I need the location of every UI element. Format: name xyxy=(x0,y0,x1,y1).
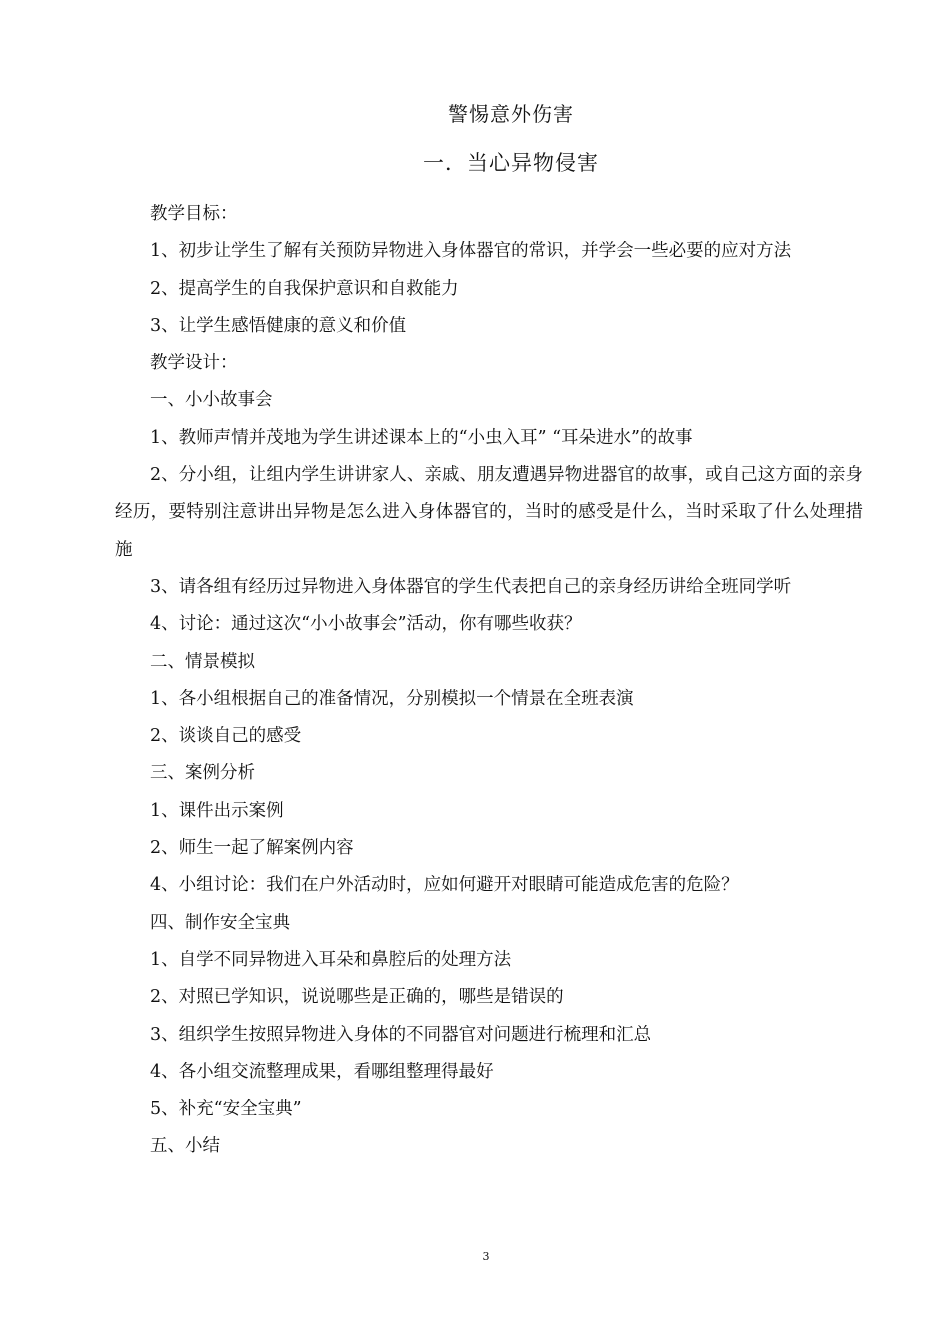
paragraph: 2、师生一起了解案例内容 xyxy=(150,838,354,859)
paragraph: 1、自学不同异物进入耳朵和鼻腔后的处理方法 xyxy=(150,949,512,970)
paragraph: 2、分小组，让组内学生讲讲家人、亲戚、朋友遭遇异物进器官的故事，或自己这方面的亲身经历，要特别注意讲出异物是怎么进入身体器官的，当时的感受是什么，当时采取了什么处理措施 xyxy=(115,465,863,560)
paragraph: 1、课件出示案例 xyxy=(150,800,284,821)
document-body xyxy=(115,196,863,1166)
paragraph: 5、补充“安全宝典” xyxy=(150,1099,302,1120)
paragraph: 2、谈谈自己的感受 xyxy=(150,726,302,747)
page-number: 3 xyxy=(482,1250,490,1263)
paragraph: 4、各小组交流整理成果，看哪组整理得最好 xyxy=(150,1061,494,1082)
paragraph: 2、对照已学知识，说说哪些是正确的，哪些是错误的 xyxy=(150,987,564,1008)
paragraph: 3、请各组有经历过异物进入身体器官的学生代表把自己的亲身经历讲给全班同学听 xyxy=(150,576,792,597)
paragraph: 3、让学生感悟健康的意义和价值 xyxy=(150,315,407,336)
paragraph: 1、教师声情并茂地为学生讲述课本上的“小虫入耳” “耳朵进水”的故事 xyxy=(150,427,693,448)
paragraph: 教学设计： xyxy=(150,353,238,374)
paragraph: 二、情景模拟 xyxy=(150,651,255,672)
paragraph: 1、各小组根据自己的准备情况，分别模拟一个情景在全班表演 xyxy=(150,688,634,709)
paragraph: 1、初步让学生了解有关预防异物进入身体器官的常识，并学会一些必要的应对方法 xyxy=(150,241,792,262)
section-title: 一．当心异物侵害 xyxy=(423,151,599,175)
document-title: 警惕意外伤害 xyxy=(448,102,574,126)
paragraph: 五、小结 xyxy=(150,1136,220,1157)
paragraph: 2、提高学生的自我保护意识和自救能力 xyxy=(150,278,459,299)
paragraph: 4、小组讨论：我们在户外活动时，应如何避开对眼睛可能造成危害的危险？ xyxy=(150,875,739,896)
paragraph: 四、制作安全宝典 xyxy=(150,912,290,933)
paragraph: 4、讨论：通过这次“小小故事会”活动，你有哪些收获？ xyxy=(150,614,582,635)
paragraph: 一、小小故事会 xyxy=(150,390,273,411)
paragraph: 教学目标： xyxy=(150,204,238,224)
paragraph: 3、组织学生按照异物进入身体的不同器官对问题进行梳理和汇总 xyxy=(150,1024,652,1045)
paragraph: 三、案例分析 xyxy=(150,763,255,784)
